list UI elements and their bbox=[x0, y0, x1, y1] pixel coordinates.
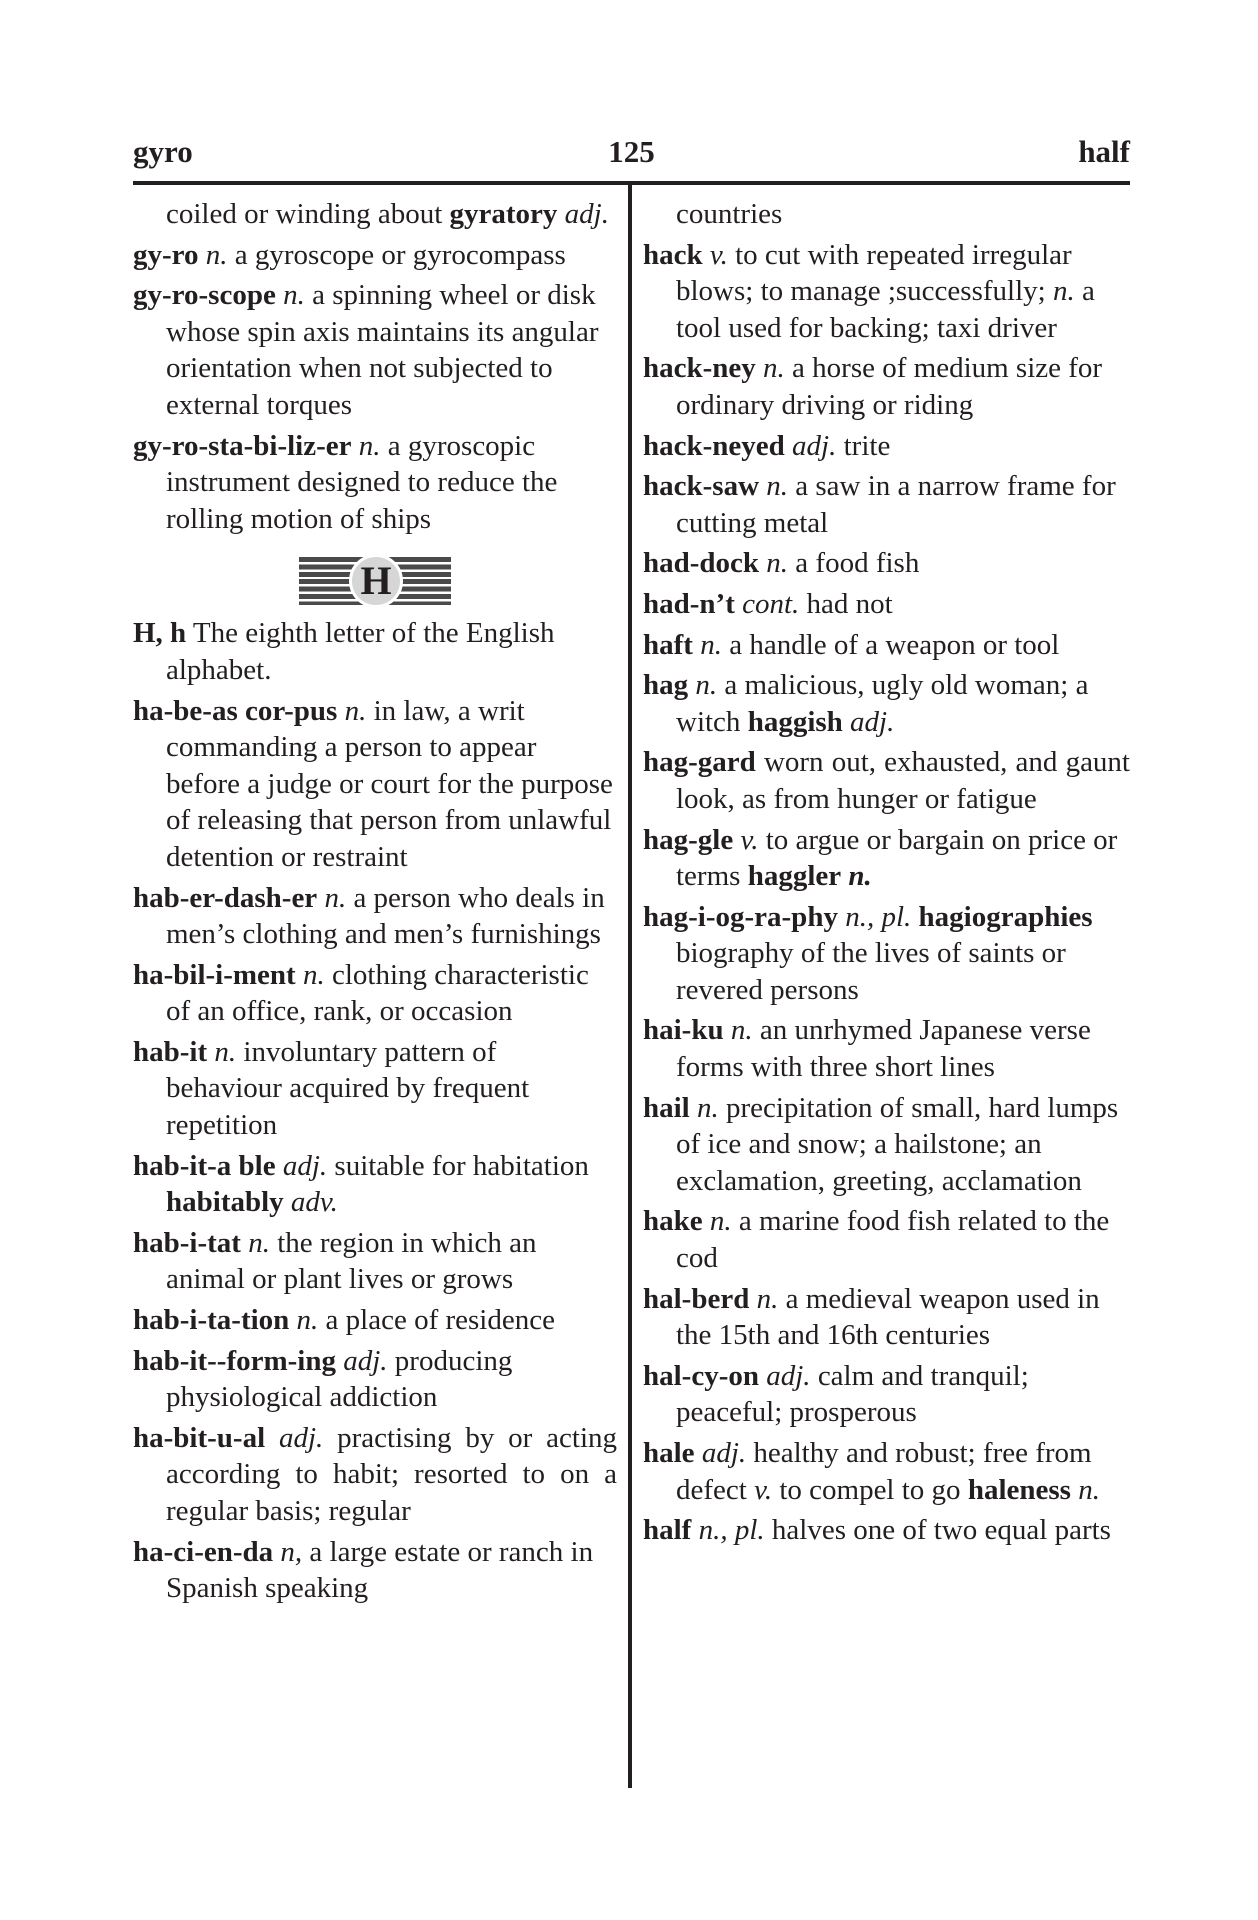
part-of-speech: n. bbox=[700, 628, 722, 661]
definition-text: practising by or acting according to habit; resorted to on a regular basis; regular bbox=[166, 1421, 618, 1527]
definition-text bbox=[284, 1186, 291, 1218]
definition-text: in law, a writ commanding a person to appear before a judge or court for the purpose of releasing that person from unlawful detention or restraint bbox=[166, 694, 613, 873]
dictionary-entry bbox=[133, 1343, 617, 1416]
definition-text: a horse of medium size for ordinary driving or riding bbox=[676, 352, 1103, 421]
part-of-speech: n. bbox=[763, 352, 785, 385]
part-of-speech: v. bbox=[740, 823, 759, 856]
headword: hab-it-a ble bbox=[133, 1149, 276, 1182]
definition-text: a large estate or ranch in Spanish speaking bbox=[166, 1535, 594, 1605]
definition-text: a medieval weapon used in the 15th and 16th centuries bbox=[676, 1282, 1100, 1352]
part-of-speech: v. bbox=[754, 1473, 773, 1506]
definition-text: precipitation of small, hard lumps of ice and snow; a hailstone; an exclamation, greeting, acclamation bbox=[676, 1091, 1119, 1197]
headword: hack bbox=[643, 238, 703, 271]
entry-continuation bbox=[133, 196, 617, 233]
part-of-speech: n. bbox=[296, 1304, 319, 1337]
definition-text: a handle of a weapon or tool bbox=[721, 628, 1060, 661]
definition-text bbox=[911, 901, 918, 933]
definition-text bbox=[265, 1422, 279, 1454]
headword: hag-gard bbox=[643, 746, 756, 779]
definition-text bbox=[199, 239, 206, 271]
dictionary-entry bbox=[643, 1203, 1130, 1276]
definition-text bbox=[337, 695, 344, 727]
dictionary-entry bbox=[133, 428, 617, 538]
dictionary-entry bbox=[643, 1012, 1130, 1085]
part-of-speech: n. bbox=[1078, 1473, 1100, 1506]
dictionary-entry bbox=[133, 1302, 617, 1339]
headword: hack-neyed bbox=[643, 429, 785, 462]
page-number: 125 bbox=[608, 134, 655, 169]
definition-text: halves one of two equal parts bbox=[764, 1514, 1111, 1547]
part-of-speech: adj. bbox=[564, 198, 609, 230]
definition-text: healthy and robust; free from defect bbox=[676, 1437, 1092, 1506]
definition-text: to compel to go bbox=[772, 1473, 968, 1506]
derived-form: haggish bbox=[747, 705, 843, 738]
definition-text: The eighth letter of the English alphabet. bbox=[166, 617, 555, 686]
definition-text: coiled or winding about bbox=[166, 198, 450, 230]
headword: gy-ro-scope bbox=[133, 279, 276, 312]
headword: ha-ci-en-da bbox=[133, 1535, 274, 1568]
definition-text: had not bbox=[799, 587, 893, 620]
headword: haft bbox=[643, 628, 693, 661]
derived-form: haggler bbox=[747, 860, 842, 893]
definition-text: producing physiological addiction bbox=[166, 1344, 513, 1414]
part-of-speech: adj. bbox=[701, 1437, 747, 1469]
dictionary-entry bbox=[133, 1148, 617, 1221]
definition-text bbox=[703, 1205, 710, 1237]
part-of-speech: n. bbox=[1052, 275, 1075, 308]
definition-text: a spinning wheel or disk whose spin axis maintains its angular orientation when not subjected to external torques bbox=[166, 279, 599, 421]
section-letter-badge-icon bbox=[299, 557, 451, 605]
definition-text bbox=[756, 352, 763, 384]
derived-form: hagiographies bbox=[918, 900, 1093, 933]
part-of-speech: n. bbox=[709, 1205, 732, 1238]
dictionary-entry bbox=[133, 693, 617, 876]
dictionary-entry bbox=[643, 1512, 1130, 1549]
headword: hale bbox=[643, 1437, 695, 1469]
dictionary-entry bbox=[133, 277, 617, 423]
headword: had-dock bbox=[643, 547, 760, 580]
definition-text: a marine food fish related to the cod bbox=[676, 1205, 1110, 1275]
page-header bbox=[133, 132, 1130, 176]
right-column bbox=[643, 196, 1130, 1553]
definition-text bbox=[724, 1014, 731, 1046]
part-of-speech: n. bbox=[358, 429, 381, 462]
dictionary-entry bbox=[643, 237, 1130, 347]
part-of-speech: n. bbox=[214, 1035, 237, 1068]
dictionary-entry bbox=[133, 1225, 617, 1298]
part-of-speech: n. bbox=[344, 694, 367, 727]
part-of-speech: adv. bbox=[290, 1186, 338, 1219]
headword: hack-saw bbox=[643, 470, 760, 503]
part-of-speech: adj. bbox=[278, 1421, 324, 1454]
guide-word-left: gyro bbox=[133, 134, 193, 169]
definition-text bbox=[695, 1437, 702, 1469]
left-column bbox=[133, 196, 617, 1611]
dictionary-entry bbox=[643, 468, 1130, 541]
part-of-speech: n. bbox=[302, 958, 325, 991]
headword: H, h bbox=[133, 617, 187, 650]
definition-text: suitable for habitation bbox=[327, 1149, 589, 1182]
dictionary-entry bbox=[643, 1281, 1130, 1354]
definition-text: a gyroscopic instrument designed to reduce the rolling motion of ships bbox=[166, 429, 558, 535]
dictionary-entry bbox=[133, 237, 617, 274]
section-letter: H bbox=[349, 554, 403, 608]
headword: ha-bit-u-al bbox=[133, 1421, 266, 1454]
part-of-speech: n. bbox=[766, 547, 789, 580]
headword: gy-ro bbox=[133, 238, 199, 271]
dictionary-entry bbox=[133, 1534, 617, 1607]
definition-text: a gyroscope or gyrocompass bbox=[227, 238, 566, 271]
headword: hail bbox=[643, 1091, 690, 1124]
part-of-speech: n. bbox=[766, 470, 789, 503]
headword: had-n’t bbox=[643, 587, 735, 620]
derived-form: habitably bbox=[166, 1186, 284, 1219]
dictionary-entry bbox=[133, 880, 617, 953]
headword: hal-berd bbox=[643, 1282, 750, 1315]
definition-text: a food fish bbox=[788, 547, 920, 580]
dictionary-entry bbox=[643, 1090, 1130, 1200]
definition-text bbox=[276, 1150, 283, 1182]
definition-text: a saw in a narrow frame for cutting metal bbox=[676, 470, 1116, 539]
part-of-speech: n. bbox=[205, 238, 228, 271]
dictionary-entry bbox=[643, 1358, 1130, 1431]
dictionary-entry bbox=[643, 350, 1130, 423]
part-of-speech: n. bbox=[730, 1014, 753, 1047]
headword: hab-i-tat bbox=[133, 1226, 241, 1259]
definition-text bbox=[296, 959, 303, 991]
dictionary-entry bbox=[643, 586, 1130, 623]
headword: ha-bil-i-ment bbox=[133, 958, 296, 991]
definition-text: calm and tranquil; peaceful; prosperous bbox=[676, 1359, 1029, 1429]
definition-text: a person who deals in men’s clothing and men’s furnishings bbox=[166, 881, 605, 951]
part-of-speech: adj. bbox=[343, 1344, 388, 1377]
headword: half bbox=[643, 1514, 692, 1547]
part-of-speech: n., pl. bbox=[698, 1514, 765, 1547]
headword: hab-i-ta-tion bbox=[133, 1304, 290, 1337]
definition-text: a place of residence bbox=[318, 1304, 555, 1337]
definition-text bbox=[785, 430, 792, 462]
definition-text: to argue or bargain on price or terms bbox=[676, 823, 1118, 893]
dictionary-entry bbox=[643, 1435, 1130, 1508]
headword: hake bbox=[643, 1205, 703, 1238]
definition-text bbox=[289, 1304, 296, 1336]
part-of-speech: adj. bbox=[282, 1149, 328, 1182]
part-of-speech: n, bbox=[280, 1535, 303, 1568]
part-of-speech: n. bbox=[324, 881, 347, 914]
headword: gy-ro-sta-bi-liz-er bbox=[133, 429, 352, 462]
entry-continuation bbox=[643, 196, 1130, 233]
dictionary-entry bbox=[643, 627, 1130, 664]
definition-text bbox=[352, 430, 359, 462]
definition-text: involuntary pattern of behaviour acquired by frequent repetition bbox=[166, 1035, 530, 1142]
guide-word-right: half bbox=[1078, 134, 1130, 169]
definition-text: clothing characteristic of an office, rank, or occasion bbox=[166, 958, 589, 1028]
headword: hag-i-og-ra-phy bbox=[643, 900, 838, 933]
dictionary-entry bbox=[643, 428, 1130, 465]
definition-text: worn out, exhausted, and gaunt look, as from hunger or fatigue bbox=[676, 746, 1130, 815]
definition-text: a malicious, ugly old woman; a witch bbox=[676, 669, 1089, 738]
definition-text: trite bbox=[836, 429, 891, 462]
part-of-speech: v. bbox=[709, 238, 728, 271]
headword: ha-be-as cor-pus bbox=[133, 694, 338, 727]
part-of-speech: n. bbox=[695, 669, 718, 702]
definition-text bbox=[843, 706, 850, 738]
part-of-speech: n. bbox=[697, 1091, 719, 1124]
dictionary-entry bbox=[133, 957, 617, 1030]
dictionary-entry bbox=[643, 667, 1130, 740]
dictionary-entry bbox=[643, 545, 1130, 582]
dictionary-entry bbox=[133, 1034, 617, 1144]
headword: hag bbox=[643, 669, 689, 702]
part-of-speech: adj. bbox=[766, 1359, 811, 1392]
part-of-speech: cont. bbox=[742, 587, 800, 620]
dictionary-entry bbox=[643, 744, 1130, 817]
part-of-speech: n. bbox=[848, 860, 872, 893]
dictionary-entry bbox=[133, 615, 617, 688]
headword: hab-er-dash-er bbox=[133, 881, 318, 914]
definition-text: to cut with repeated irregular blows; to manage ;successfully; bbox=[676, 238, 1072, 308]
headword: hab-it--form-ing bbox=[133, 1344, 336, 1377]
part-of-speech: adj. bbox=[850, 705, 895, 738]
headword: hab-it bbox=[133, 1035, 208, 1068]
headword: hai-ku bbox=[643, 1014, 724, 1047]
definition-text: biography of the lives of saints or revered persons bbox=[676, 937, 1066, 1006]
definition-text bbox=[276, 279, 283, 311]
definition-text: the region in which an animal or plant lives or grows bbox=[166, 1226, 537, 1296]
definition-text bbox=[690, 1092, 697, 1124]
definition-text bbox=[557, 198, 564, 230]
part-of-speech: n., pl. bbox=[845, 900, 912, 933]
definition-text: a tool used for backing; taxi driver bbox=[676, 275, 1095, 344]
dictionary-entry bbox=[133, 1420, 617, 1530]
part-of-speech: n. bbox=[248, 1226, 270, 1259]
part-of-speech: n. bbox=[756, 1282, 779, 1315]
derived-form: gyratory bbox=[449, 198, 558, 230]
column-divider bbox=[628, 183, 632, 1788]
part-of-speech: adj. bbox=[792, 429, 837, 462]
derived-form: haleness bbox=[967, 1473, 1071, 1506]
definition-text bbox=[749, 1283, 756, 1315]
definition-text: countries bbox=[676, 198, 783, 230]
headword: hack-ney bbox=[643, 352, 756, 385]
dictionary-entry bbox=[643, 899, 1130, 1009]
headword: hal-cy-on bbox=[643, 1359, 759, 1392]
definition-text: an unrhymed Japanese verse forms with three short lines bbox=[676, 1014, 1091, 1084]
definition-text bbox=[691, 1514, 698, 1546]
part-of-speech: n. bbox=[283, 279, 305, 312]
definition-text bbox=[703, 239, 710, 271]
dictionary-entry bbox=[643, 822, 1130, 895]
headword: hag-gle bbox=[643, 823, 734, 856]
